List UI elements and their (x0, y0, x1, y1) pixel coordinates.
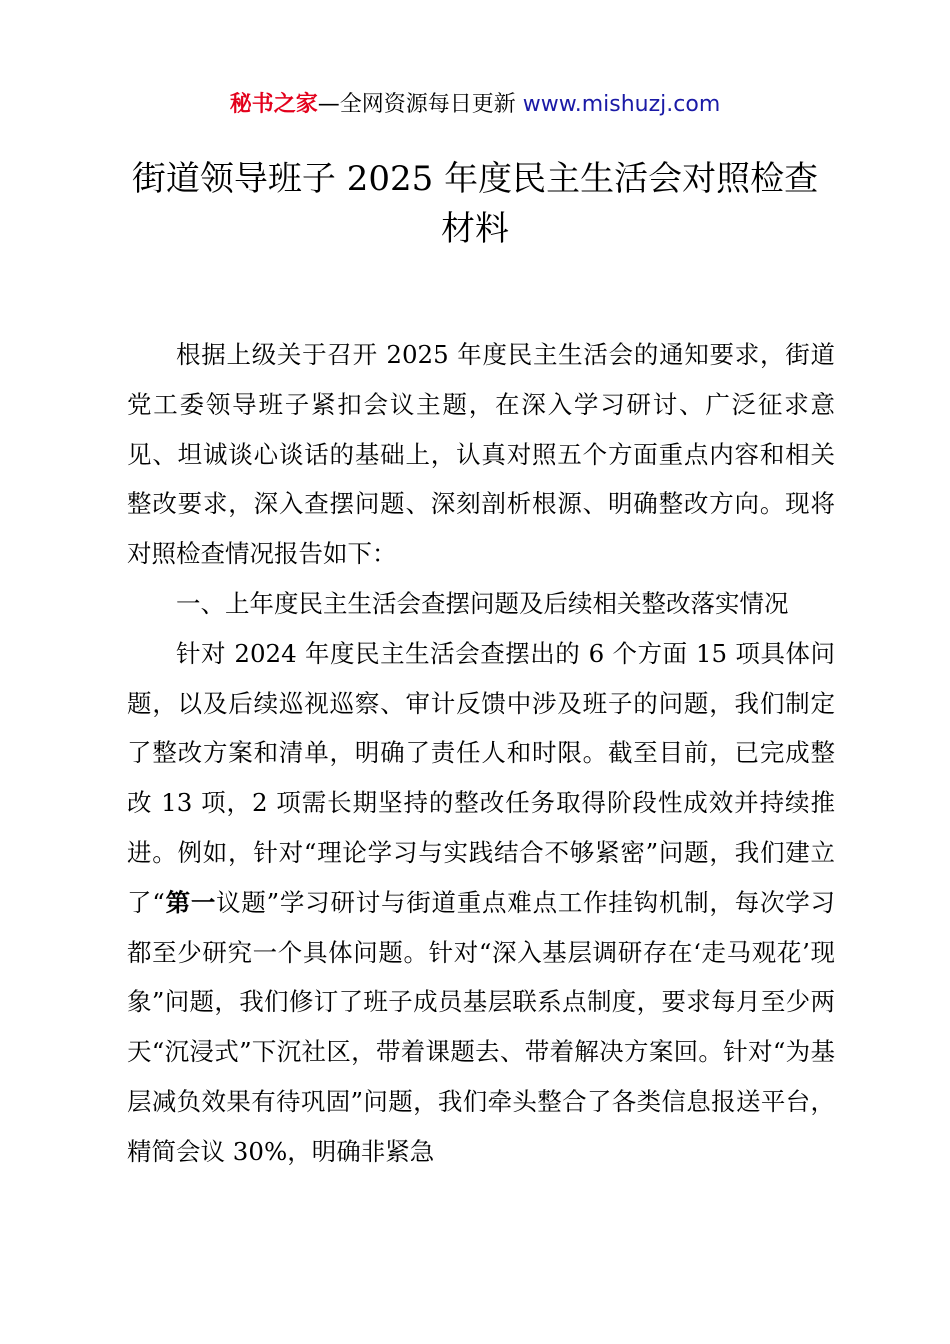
title-line-1: 街道领导班子 2025 年度民主生活会对照检查 (131, 159, 819, 199)
bold-emphasis-text: 第一 (164, 887, 217, 917)
site-banner (0, 88, 950, 122)
paragraph-rectification-part-1: 针对 2024 年度民主生活会查摆出的 6 个方面 15 项具体问题，以及后续巡视巡察、审计反馈中涉及班子的问题，我们制定了整改方案和清单，明确了责任人和时限。截至目前，已完成整改 13 项，2 项需长期坚持的整改任务取得阶段性成效并持续推进。例如，针对“理论学习与实践结合不够紧密”问题，我们建立了“ (127, 638, 835, 917)
site-url-link[interactable]: www.mishuzj.com (522, 92, 721, 117)
title-line-2: 材料 (441, 209, 509, 249)
site-tagline: —全网资源每日更新 (317, 92, 523, 117)
section-heading-1: 一、上年度民主生活会查摆问题及后续相关整改落实情况 (176, 588, 789, 618)
paragraph-rectification (127, 629, 835, 1177)
document-title (100, 154, 850, 254)
site-brand: 秘书之家 (229, 92, 318, 117)
paragraph-rectification-part-2: 议题”学习研讨与街道重点难点工作挂钩机制，每次学习都至少研究一个具体问题。针对“深入基层调研存在‘走马观花’现象”问题，我们修订了班子成员基层联系点制度，要求每月至少两天“沉浸式”下沉社区，带着课题去、带着解决方案回。针对“为基层减负效果有待巩固”问题，我们牵头整合了各类信息报送平台，精简会议 30%，明确非紧急 (127, 887, 835, 1166)
document-body (127, 330, 835, 1177)
paragraph-intro: 根据上级关于召开 2025 年度民主生活会的通知要求，街道党工委领导班子紧扣会议主题，在深入学习研讨、广泛征求意见、坦诚谈心谈话的基础上，认真对照五个方面重点内容和相关整改要求，深入查摆问题、深刻剖析根源、明确整改方向。现将对照检查情况报告如下： (127, 340, 835, 569)
